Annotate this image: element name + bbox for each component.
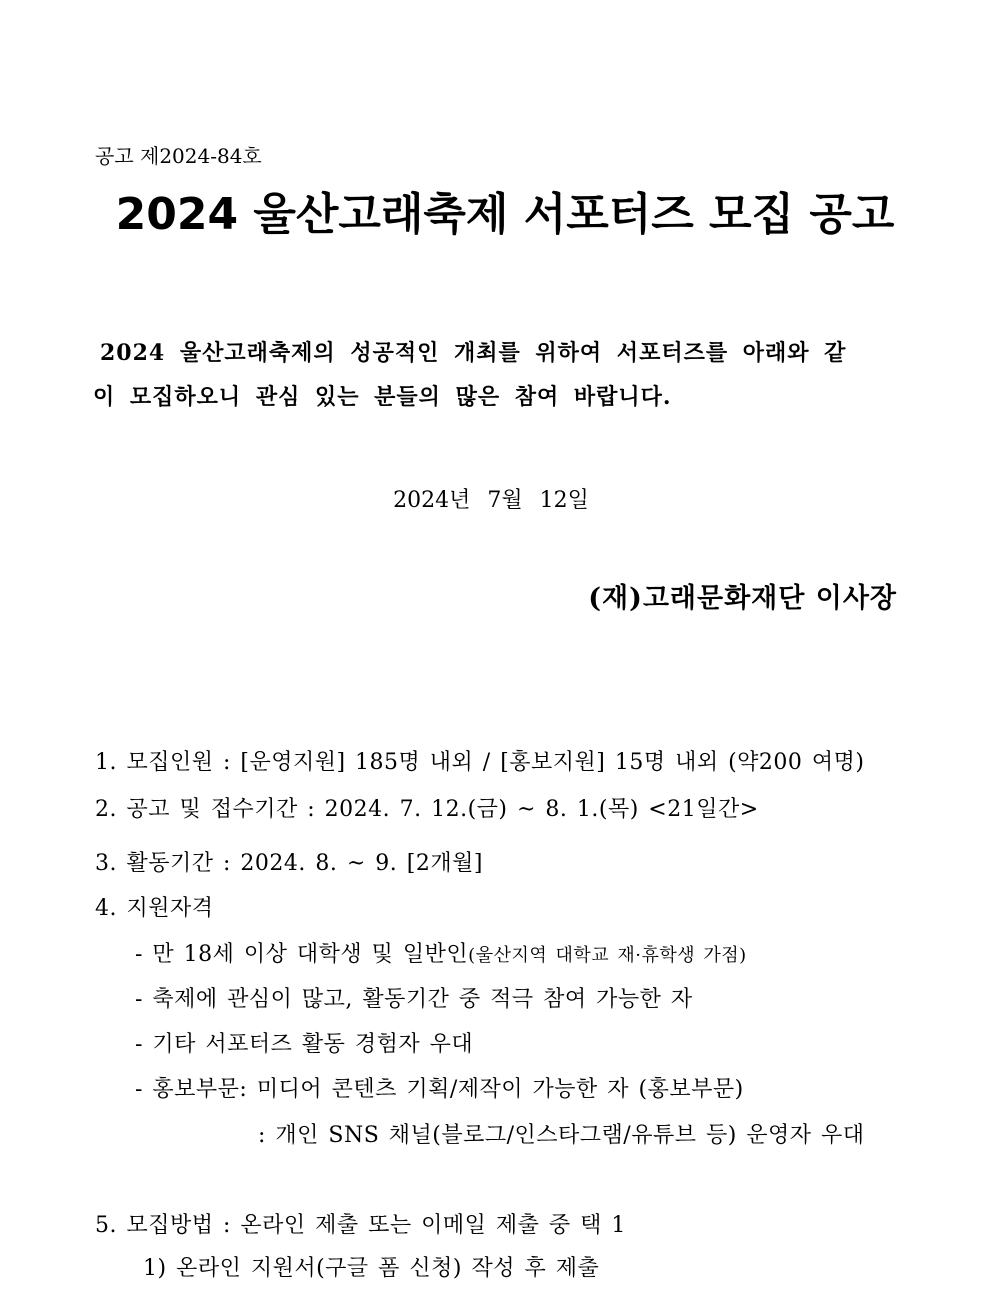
qualification-promotion: - 홍보부문: 미디어 콘텐츠 기획/제작이 가능한 자 (홍보부문) (135, 1077, 744, 1102)
intro-line-2: 이 모집하오니 관심 있는 분들의 많은 참여 바랍니다. (93, 384, 672, 410)
item-recruitment-count: 1. 모집인원 : [운영지원] 185명 내외 / [홍보지원] 15명 내외 (약200 여명) (95, 750, 865, 775)
item-activity-period: 3. 활동기간 : 2024. 8. ~ 9. [2개월] (95, 851, 483, 876)
item-recruitment-method: 5. 모집방법 : 온라인 제출 또는 이메일 제출 중 택 1 (95, 1213, 626, 1238)
qualification-age-main: - 만 18세 이상 대학생 및 일반인 (135, 942, 469, 967)
document-title: 2024 울산고래축제 서포터즈 모집 공고 (115, 189, 895, 240)
item-qualifications-heading: 4. 지원자격 (95, 896, 214, 921)
document-date: 2024년 7월 12일 (393, 488, 589, 513)
issuer: (재)고래문화재단 이사장 (588, 583, 897, 614)
notice-number: 공고 제2024-84호 (95, 144, 262, 168)
method-online: 1) 온라인 지원서(구글 폼 신청) 작성 후 제출 (143, 1256, 600, 1281)
qualification-sns: : 개인 SNS 채널(블로그/인스타그램/유튜브 등) 운영자 우대 (258, 1123, 865, 1148)
qualification-interest: - 축제에 관심이 많고, 활동기간 중 적극 참여 가능한 자 (135, 987, 693, 1012)
item-application-period: 2. 공고 및 접수기간 : 2024. 7. 12.(금) ~ 8. 1.(목) <21일간> (95, 797, 759, 822)
qualification-age-note: (울산지역 대학교 재·휴학생 가점) (468, 945, 747, 966)
qualification-age (135, 937, 747, 968)
qualification-experience: - 기타 서포터즈 활동 경험자 우대 (135, 1032, 474, 1057)
intro-line-1: 2024 울산고래축제의 성공적인 개최를 위하여 서포터즈를 아래와 같 (100, 340, 847, 366)
